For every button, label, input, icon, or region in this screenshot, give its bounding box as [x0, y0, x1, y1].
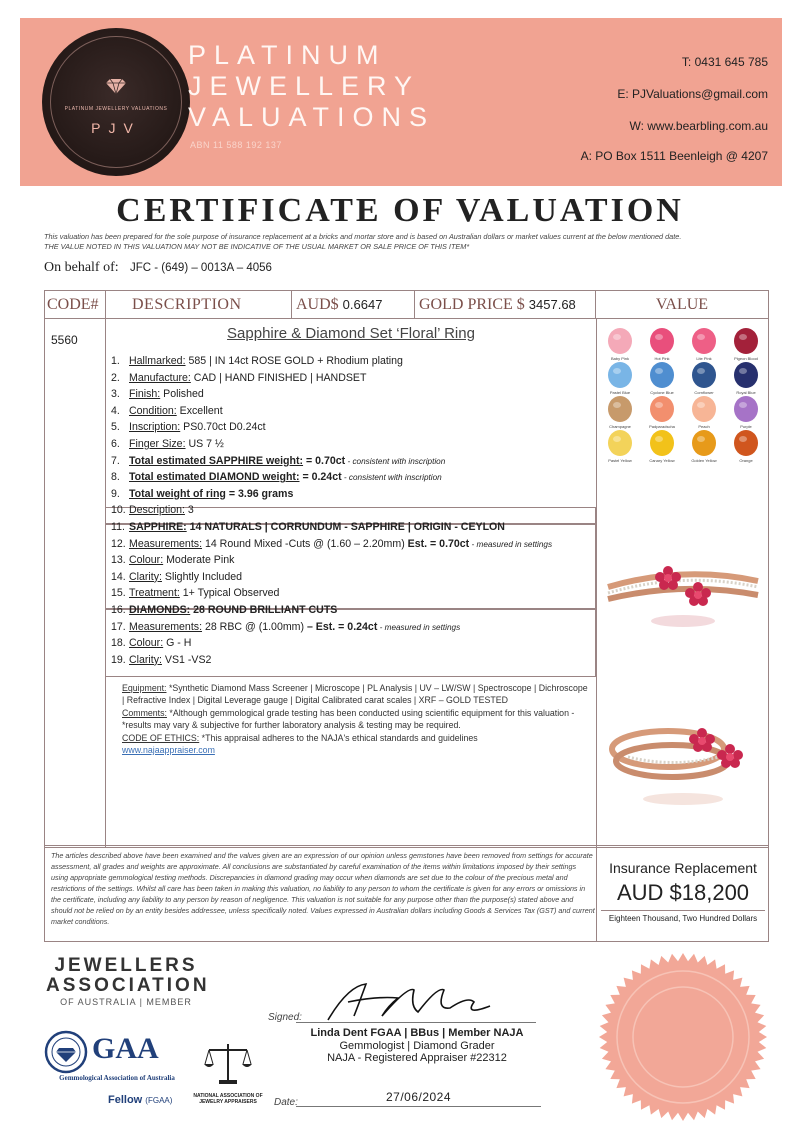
scales-of-justice-icon: [203, 1040, 253, 1086]
equipment-label: Equipment:: [122, 683, 167, 693]
brand-line: JEWELLERY: [188, 71, 421, 101]
row-value: = 0.70ct: [303, 454, 346, 467]
gem-swatch: [650, 430, 674, 456]
ja-line3: OF AUSTRALIA | MEMBER: [60, 997, 192, 1007]
comments-line: [122, 707, 588, 732]
gem-color-chart: [598, 325, 768, 465]
row-value: G - H: [163, 637, 192, 650]
row-label: DIAMONDS:: [129, 603, 191, 616]
ring-photo-angled: [598, 699, 768, 819]
detail-row: [107, 569, 595, 586]
brand-line: PLATINUM: [188, 40, 387, 70]
gem-highlight: [613, 368, 621, 374]
gem-highlight: [697, 402, 705, 408]
gem-swatch: [650, 362, 674, 388]
row-label: Finish:: [129, 388, 161, 401]
insurance-amount: AUD $18,200: [616, 880, 750, 905]
row-number: 8.: [111, 471, 120, 484]
detail-row: [107, 619, 595, 636]
ja-line2: ASSOCIATION: [46, 975, 210, 996]
gem-highlight: [613, 334, 621, 340]
ethics-line: [122, 732, 588, 744]
detail-row: [107, 436, 595, 453]
detail-row: [107, 552, 595, 569]
gem-highlight: [613, 402, 621, 408]
row-value: 585 | IN 14ct ROSE GOLD + Rhodium plating: [185, 355, 403, 367]
gem-swatch-label: Pastel Yellow: [608, 458, 632, 463]
detail-row: [107, 419, 595, 436]
row-label: Measurements:: [129, 620, 203, 633]
gem-swatch: [608, 396, 632, 422]
row-value: Excellent: [176, 404, 223, 417]
signer-details: [283, 1027, 551, 1065]
logo-subtitle: PLATINUM JEWELLERY VALUATIONS: [64, 106, 168, 112]
row-value: 1+ Typical Observed: [179, 587, 280, 600]
gem-swatch: [734, 328, 758, 354]
signer-registration: NAJA - Registered Appraiser #22312: [327, 1052, 507, 1064]
ethics-label: CODE OF ETHICS:: [122, 732, 200, 743]
item-details-list: [107, 353, 595, 668]
comments-label: Comments:: [122, 707, 167, 718]
row-label: Condition:: [129, 404, 177, 417]
signer-role: Gemmologist | Diamond Grader: [339, 1039, 495, 1052]
row-estimate: Est. = 0.70ct: [407, 537, 470, 550]
contact-email[interactable]: E: PJValuations@gmail.com: [617, 87, 768, 101]
row-label: SAPPHIRE:: [129, 520, 187, 533]
gem-highlight: [739, 368, 747, 374]
header-code: CODE#: [45, 291, 106, 319]
certificate-title: CERTIFICATE OF VALUATION: [116, 192, 684, 229]
naja-link[interactable]: www.najaappraiser.com: [122, 745, 215, 756]
ethics-text: *This appraisal adheres to the NAJA's ethical standards and guidelines: [199, 732, 478, 743]
gold-label: GOLD PRICE $: [419, 296, 525, 313]
detail-row: [107, 403, 595, 420]
row-number: 13.: [111, 554, 126, 567]
row-number: 1.: [111, 355, 120, 367]
signer-name: Linda Dent FGAA | BBus | Member NAJA: [310, 1027, 524, 1039]
equipment-notes: [122, 682, 588, 756]
row-label: Colour:: [129, 554, 164, 567]
signature-line: [296, 1022, 536, 1023]
row-label: Hallmarked:: [129, 355, 186, 367]
row-note: - measured in settings: [469, 539, 553, 549]
terms-row: [44, 845, 769, 942]
detail-row: [107, 652, 595, 669]
gem-swatch: [734, 430, 758, 456]
row-label: Total estimated SAPPHIRE weight:: [129, 454, 304, 467]
gem-swatch: [650, 328, 674, 354]
gem-swatch: [692, 396, 716, 422]
gem-swatch: [692, 362, 716, 388]
contact-website[interactable]: W: www.bearbling.com.au: [629, 119, 768, 133]
gem-highlight: [655, 436, 663, 442]
item-title: Sapphire & Diamond Set ‘Floral’ Ring: [227, 325, 475, 342]
gem-highlight: [655, 334, 663, 340]
row-number: 12.: [111, 537, 126, 550]
insurance-title: Insurance Replacement: [609, 860, 757, 876]
logo-monogram: PJV: [91, 120, 141, 136]
row-number: 16.: [111, 603, 126, 616]
aud-rate: 0.6647: [342, 297, 383, 312]
diamond-icon: [106, 78, 126, 94]
gem-highlight: [655, 402, 663, 408]
detail-row: [107, 602, 595, 619]
gem-swatch-label: Padparadscha: [649, 424, 675, 429]
gem-swatch: [692, 430, 716, 456]
jewellers-association-logo: [46, 955, 210, 1007]
naja-name: NATIONAL ASSOCIATION OF JEWELRY APPRAISERS: [193, 1093, 263, 1105]
gem-swatch: [650, 396, 674, 422]
detail-row: [107, 353, 595, 370]
gem-swatch: [734, 396, 758, 422]
gem-highlight: [697, 334, 705, 340]
header-aud: [292, 291, 415, 319]
row-number: 5.: [111, 421, 120, 434]
behalf-label: On behalf of:: [44, 260, 119, 275]
fellow-abbrev: (FGAA): [145, 1096, 173, 1105]
row-value: 28 ROUND BRILLIANT CUTS: [190, 603, 338, 616]
gem-swatch-label: Cornflower: [694, 390, 714, 395]
gem-swatch-label: Orange: [739, 458, 753, 463]
gaa-acronym: GAA: [92, 1032, 159, 1065]
gem-swatch: [608, 328, 632, 354]
row-value: 3: [184, 504, 194, 517]
ja-line1: JEWELLERS: [54, 955, 198, 976]
contact-address: A: PO Box 1511 Beenleigh @ 4207: [580, 149, 768, 163]
detail-row: [107, 502, 595, 519]
gem-swatch-label: Royal Blue: [736, 390, 756, 395]
detail-row: [107, 585, 595, 602]
detail-row: [107, 453, 595, 470]
valuation-disclaimer: [44, 232, 770, 252]
row-label: Finger Size:: [129, 437, 186, 450]
valuation-table: [44, 290, 769, 848]
fellow-label: [108, 1094, 172, 1106]
embossed-seal: [598, 952, 768, 1122]
code-column: [45, 319, 106, 847]
detail-row: [107, 635, 595, 652]
gem-highlight: [697, 436, 705, 442]
row-number: 17.: [111, 620, 126, 633]
row-label: Manufacture:: [129, 371, 191, 384]
header-description: DESCRIPTION: [106, 291, 292, 319]
row-value: 14 NATURALS | CORRUNDUM - SAPPHIRE | ORIGIN - CEYLON: [186, 520, 505, 533]
company-logo: [42, 28, 190, 176]
row-number: 3.: [111, 388, 120, 401]
row-number: 14.: [111, 570, 126, 583]
row-value: Slightly Included: [161, 570, 243, 583]
gem-swatch-label: Pigeon Blood: [734, 356, 758, 361]
row-label: Total estimated DIAMOND weight:: [129, 471, 300, 484]
gem-swatch-label: Peach: [698, 424, 710, 429]
signed-label: Signed:: [268, 1012, 302, 1023]
date-label: Date:: [274, 1097, 298, 1108]
equipment-text: *Synthetic Diamond Mass Screener | Microscope | PL Analysis | UV – LW/SW | Spectroscope | Dichroscope | Refractive Index | Digital Leverage gauge | Digital Calibrated carat scales | XRF – GOLD TESTED: [122, 683, 588, 706]
letterhead: [20, 18, 782, 186]
gem-swatch-label: Canary Yellow: [649, 458, 675, 463]
row-label: Description:: [129, 504, 185, 517]
row-number: 4.: [111, 404, 120, 417]
gem-swatch-label: Golden Yellow: [691, 458, 717, 463]
row-label: Clarity:: [129, 570, 162, 583]
divider: [601, 910, 765, 911]
gem-swatch-label: Lite Pink: [696, 356, 712, 361]
row-number: 15.: [111, 587, 126, 600]
row-label: Colour:: [129, 637, 164, 650]
row-value: VS1 -VS2: [161, 653, 212, 666]
row-value: Polished: [160, 388, 204, 401]
detail-row: [107, 486, 595, 503]
logo-ring: [50, 36, 182, 168]
comments-text: *Although gemmological grade testing has been conducted using scientific equipment for this valuation - *results may vary & subjective for further laboratory analysis & testing may be required.: [122, 707, 575, 731]
row-label: Measurements:: [129, 537, 203, 550]
gem-highlight: [697, 368, 705, 374]
gem-swatch: [734, 362, 758, 388]
detail-row: [107, 469, 595, 486]
row-number: 18.: [111, 637, 126, 650]
fellow-text: Fellow: [108, 1094, 143, 1106]
disclaimer-line: THE VALUE NOTED IN THIS VALUATION MAY NOT BE INDICATIVE OF THE USUAL MARKET OR SALE PRICE OF THIS ITEM*: [44, 242, 470, 251]
header-value: VALUE: [596, 291, 768, 319]
row-value: 28 RBC @ (1.00mm): [202, 620, 307, 633]
valuation-date: 27/06/2024: [385, 1090, 452, 1104]
row-label: Total weight of ring: [129, 487, 226, 500]
row-number: 7.: [111, 454, 120, 467]
row-value: = 0.24ct: [299, 471, 342, 484]
gem-swatch: [608, 362, 632, 388]
row-number: 9.: [111, 487, 120, 500]
handwritten-signature: [318, 976, 508, 1026]
gem-swatch-label: Baby Pink: [610, 356, 630, 361]
seal-starburst: [599, 953, 767, 1121]
brand-name: [188, 40, 435, 133]
aud-label: AUD$: [296, 296, 339, 313]
insurance-box: [596, 846, 768, 941]
gem-highlight: [739, 436, 747, 442]
row-note: - measured in settings: [377, 622, 461, 632]
terms-text: The articles described above have been examined and the values given are an expression of our opinion unless gemstones have been removed from settings for accurate assessment, all grades and weights are approximate. All conclusions are substantiated by careful examination of the items within limitations imposed by their settings using appropriate gemmological testing methods. Discrepancies in diamond grading may occur when diamonds are set due to the colour of the precious metal and restrictions of the settings. Whilst all care has been taken in making this valuation, no liability to any person to whom the certificate is given for any errors or omissions in the certificate, including any liability to any person by reason of negligence. This valuation is not suitable for any purpose other than the purpose(s) stated above and should not be relied on by an entity besides addressee, unless specifically noted. Values expressed in Australian dollars including Goods & Services Tax (GST) and current market conditions.: [51, 851, 595, 926]
row-number: 19.: [111, 653, 126, 666]
gem-highlight: [739, 334, 747, 340]
row-value: = 3.96 grams: [225, 487, 294, 500]
row-value: US 7 ½: [185, 437, 224, 450]
gem-highlight: [739, 402, 747, 408]
row-note: - consistent with inscription: [345, 456, 446, 466]
row-label: Treatment:: [129, 587, 180, 600]
detail-row: [107, 370, 595, 387]
row-label: Inscription:: [129, 421, 181, 434]
disclaimer-line: This valuation has been prepared for the sole purpose of insurance replacement at a bricks and mortar store and is based on Australian dollars or market values current at the below mentioned date.: [44, 232, 682, 241]
contact-phone: T: 0431 645 785: [681, 55, 768, 69]
row-note: - consistent with inscription: [341, 473, 442, 483]
gem-highlight: [613, 436, 621, 442]
item-code: 5560: [51, 333, 78, 347]
row-number: 2.: [111, 371, 120, 384]
detail-row: [107, 536, 595, 553]
gem-swatch: [692, 328, 716, 354]
date-line: [296, 1106, 541, 1107]
gem-swatch: [608, 430, 632, 456]
detail-row: [107, 386, 595, 403]
detail-row: [107, 519, 595, 536]
gem-swatch-label: Pastel Blue: [609, 390, 631, 395]
row-value: 14 Round Mixed -Cuts @ (1.60 – 2.20mm): [202, 537, 408, 550]
row-number: 11.: [111, 520, 125, 533]
row-value: Moderate Pink: [163, 554, 235, 567]
gem-swatch-label: Champagne: [609, 424, 631, 429]
insurance-amount-words: Eighteen Thousand, Two Hundred Dollars: [608, 914, 758, 923]
naja-logo: [188, 1040, 268, 1105]
row-value: CAD | HAND FINISHED | HANDSET: [190, 371, 367, 384]
gem-swatch-label: Hot Pink: [654, 356, 670, 361]
header-gold-price: [415, 291, 596, 319]
row-label: Clarity:: [129, 653, 162, 666]
abn-number: ABN 11 588 192 137: [190, 140, 282, 150]
ring-photo-top: [598, 537, 768, 637]
gem-swatch-label: Purple: [740, 424, 752, 429]
gold-price: 3457.68: [528, 297, 576, 312]
brand-line: VALUATIONS: [188, 102, 436, 132]
gem-swatch-label: Cyclone Blue: [650, 390, 674, 395]
row-number: 6.: [111, 437, 120, 450]
gaa-name: Gemmological Association of Australia: [59, 1074, 175, 1082]
gem-highlight: [655, 368, 663, 374]
gaa-emblem-icon: [44, 1030, 88, 1074]
behalf-reference: JFC - (649) – 0013A – 4056: [130, 262, 272, 274]
row-number: 10.: [111, 504, 126, 517]
row-estimate: – Est. = 0.24ct: [306, 620, 378, 633]
value-column: [596, 319, 768, 847]
equipment-line: [122, 682, 588, 707]
row-value: PS0.70ct D0.24ct: [180, 421, 266, 434]
